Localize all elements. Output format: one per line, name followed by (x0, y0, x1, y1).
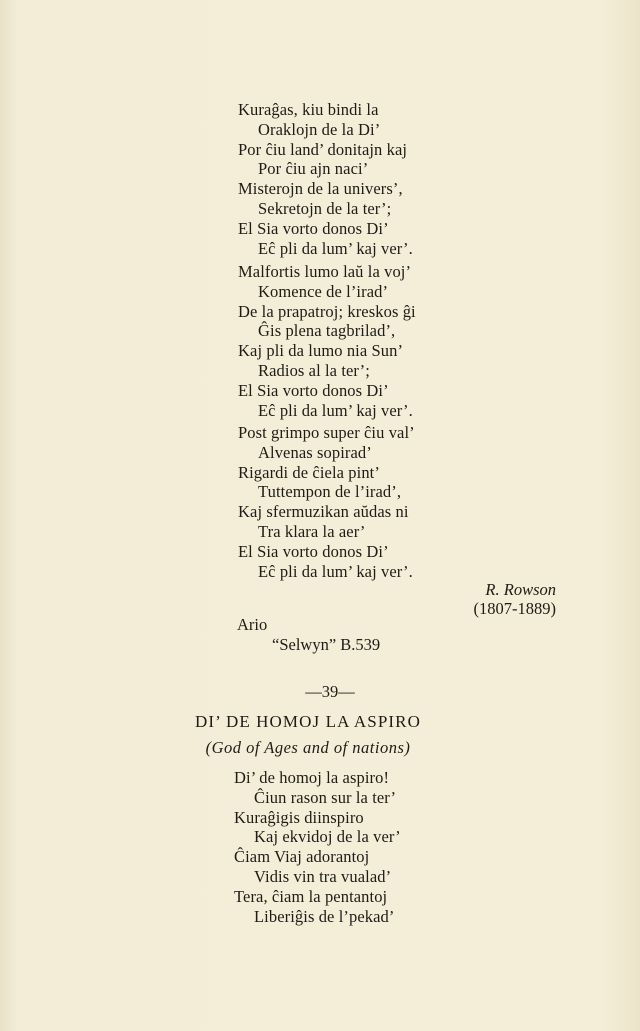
verse-line: Kuraĝigis diinspiro (234, 807, 364, 827)
verse-line: De la prapatroj; kreskos ĝi (238, 301, 416, 321)
verse-line: El Sia vorto donos Di’ (238, 218, 389, 238)
verse-line: Malfortis lumo laŭ la voj’ (238, 262, 412, 281)
verse-line: Liberiĝis de l’pekad’ (254, 906, 395, 926)
verse-line: Rigardi de ĉiela pint’ (238, 462, 380, 482)
verse-line: Tera, ĉiam la pentantoj (234, 886, 388, 906)
verse-line: Oraklojn de la Di’ (258, 119, 381, 139)
verse-line: El Sia vorto donos Di’ (238, 541, 389, 561)
verse-line: Sekretojn de la ter’; (258, 198, 392, 218)
verse-line: Vidis vin tra vualad’ (254, 866, 392, 886)
hymn-stanza-3 (238, 423, 415, 581)
author-name: R. Rowson (485, 580, 556, 599)
verse-line: Tra klara la aer’ (258, 521, 366, 541)
verse-line: Komence de l’irad’ (258, 281, 389, 301)
verse-line: Eĉ pli da lum’ kaj ver’. (258, 400, 413, 420)
verse-line: Por ĉiu land’ donitajn kaj (238, 139, 408, 159)
hymn-number (0, 682, 640, 702)
hymn-stanza-2 (238, 262, 416, 420)
hymn-title: DI’ DE HOMOJ LA ASPIRO (194, 712, 421, 731)
verse-line: Eĉ pli da lum’ kaj ver’. (258, 561, 413, 581)
verse-line: Ĉiun rason sur la ter’ (254, 787, 397, 807)
verse-line: Post grimpo super ĉiu val’ (238, 423, 415, 442)
verse-line: Misterojn de la univers’, (238, 179, 403, 199)
tune-label: Ario (237, 615, 268, 634)
verse-line: Kaj sfermuzikan aŭdas ni (238, 502, 409, 522)
tune-name: “Selwyn” B.539 (272, 635, 381, 654)
verse-line: Di’ de homoj la aspiro! (234, 768, 390, 787)
verse-line: Por ĉiu ajn naci’ (258, 159, 369, 179)
verse-line: Alvenas sopirad’ (258, 442, 372, 462)
verse-line: Ĝis plena tagbrilad’, (258, 321, 396, 341)
hymn-subtitle: (God of Ages and of nations) (205, 738, 411, 757)
verse-line: Tuttempon de l’irad’, (258, 482, 402, 502)
verse-line: Ĉiam Viaj adorantoj (234, 847, 370, 867)
verse-line: Kaj ekvidoj de la ver’ (254, 827, 401, 847)
hymn-number-text: —39— (305, 682, 355, 701)
verse-line: El Sia vorto donos Di’ (238, 380, 389, 400)
verse-line: Kuraĝas, kiu bindi la (238, 100, 379, 119)
verse-line: Eĉ pli da lum’ kaj ver’. (258, 238, 413, 258)
verse-line: Kaj pli da lumo nia Sun’ (238, 341, 404, 361)
author-dates: (1807-1889) (473, 599, 556, 618)
verse-line: Radios al la ter’; (258, 360, 370, 380)
hymn-39-stanza-1 (234, 768, 401, 926)
hymn-stanza-1 (238, 100, 413, 258)
